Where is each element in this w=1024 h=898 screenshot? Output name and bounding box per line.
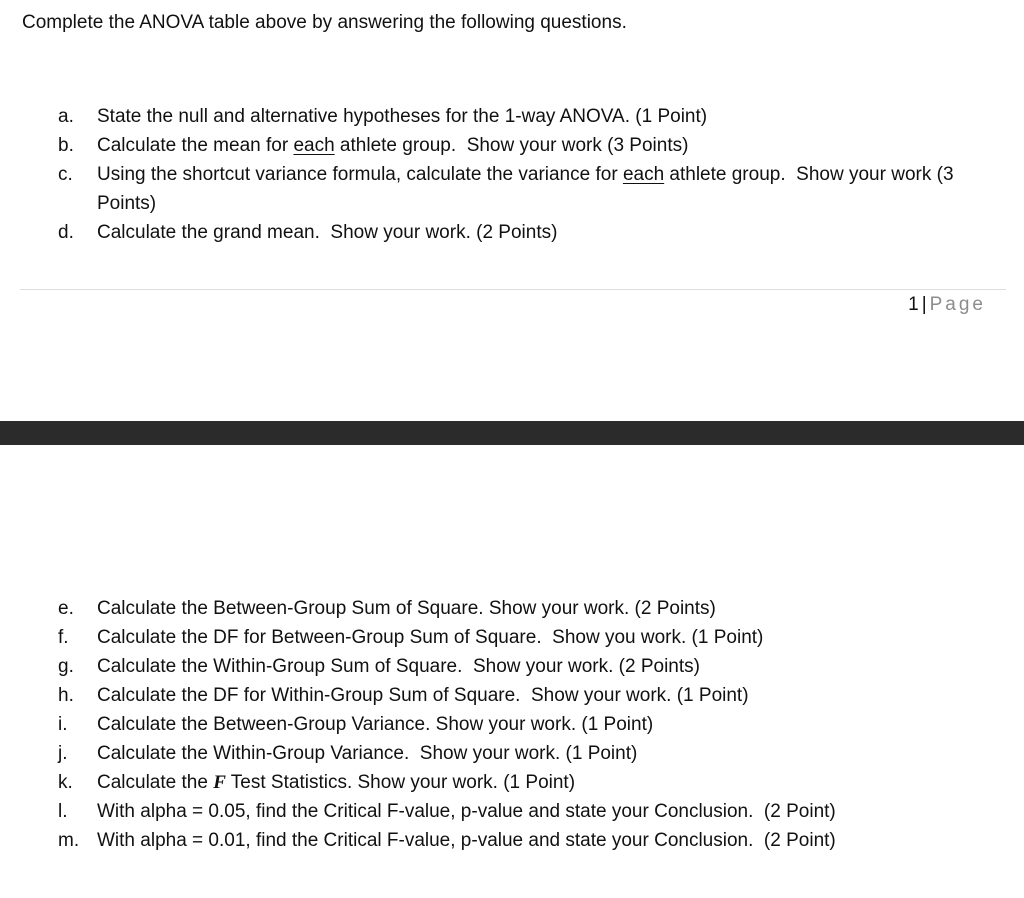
- question-item: [0, 768, 1024, 797]
- question-text: [97, 797, 967, 826]
- emphasized-word: each: [622, 164, 665, 185]
- question-item: [0, 739, 1024, 768]
- question-text-segment: Calculate the mean for: [97, 135, 294, 156]
- question-text-segment: State the null and alternative hypotheses for the 1-way ANOVA. (1 Point): [97, 106, 708, 127]
- question-text-segment: Calculate the Within-Group Sum of Square. Show your work. (2 Points): [97, 656, 700, 677]
- question-text: [97, 160, 967, 218]
- question-text: [97, 652, 967, 681]
- question-item: [0, 710, 1024, 739]
- question-item: [0, 681, 1024, 710]
- question-text-segment: Test Statistics. Show your work. (1 Point): [225, 772, 576, 793]
- question-list-part-2: [0, 594, 1024, 855]
- question-text: [97, 131, 967, 160]
- math-variable: F: [213, 772, 226, 793]
- question-item: [0, 826, 1024, 855]
- page-number-separator: |: [921, 294, 927, 315]
- question-item: [0, 218, 1024, 247]
- question-marker: c.: [58, 164, 73, 185]
- question-marker: e.: [58, 598, 74, 619]
- question-text-segment: Calculate the DF for Between-Group Sum of Square. Show you work. (1 Point): [97, 627, 764, 648]
- question-text: [97, 681, 967, 710]
- question-text-segment: Calculate the: [97, 772, 214, 793]
- document-page-1: [0, 0, 1024, 420]
- question-text: [97, 826, 967, 855]
- page-number-value: 1: [908, 294, 919, 315]
- question-item: [0, 623, 1024, 652]
- question-text: [97, 102, 967, 131]
- question-text: [97, 623, 967, 652]
- question-marker: b.: [58, 135, 74, 156]
- question-text: [97, 710, 967, 739]
- question-item: [0, 131, 1024, 160]
- question-item: [0, 160, 1024, 218]
- question-list-part-1: [0, 102, 1024, 247]
- question-marker: k.: [58, 772, 73, 793]
- question-marker: h.: [58, 685, 74, 706]
- question-text-segment: Calculate the grand mean. Show your work. (2 Points): [97, 222, 558, 243]
- page-number: [908, 293, 986, 317]
- question-text-segment: With alpha = 0.05, find the Critical F-value, p-value and state your Conclusion. (2 Point): [97, 801, 836, 822]
- question-item: [0, 102, 1024, 131]
- page-break-divider: [0, 421, 1024, 445]
- question-text-segment: athlete group. Show your work (3 Points): [334, 135, 689, 156]
- question-marker: d.: [58, 222, 74, 243]
- question-text: [97, 218, 967, 247]
- question-text-segment: Calculate the DF for Within-Group Sum of Square. Show your work. (1 Point): [97, 685, 749, 706]
- question-text-segment: Calculate the Between-Group Sum of Square. Show your work. (2 Points): [97, 598, 716, 619]
- question-marker: m.: [58, 830, 80, 851]
- question-text-segment: Calculate the Between-Group Variance. Show your work. (1 Point): [97, 714, 654, 735]
- question-text-segment: Calculate the Within-Group Variance. Show your work. (1 Point): [97, 743, 638, 764]
- question-text-segment: athlete group. Show your work (3 Points): [97, 164, 959, 214]
- question-text-segment: With alpha = 0.01, find the Critical F-value, p-value and state your Conclusion. (2 Point): [97, 830, 836, 851]
- question-text: [97, 739, 967, 768]
- question-marker: f.: [58, 627, 69, 648]
- question-item: [0, 797, 1024, 826]
- page-number-label: Page: [929, 294, 986, 315]
- question-marker: a.: [58, 106, 74, 127]
- footer-divider: [20, 289, 1006, 290]
- question-marker: i.: [58, 714, 68, 735]
- question-marker: l.: [58, 801, 68, 822]
- question-text: [97, 594, 967, 623]
- question-item: [0, 594, 1024, 623]
- question-item: [0, 652, 1024, 681]
- question-marker: g.: [58, 656, 74, 677]
- emphasized-word: each: [293, 135, 335, 156]
- instructions-text: Complete the ANOVA table above by answering the following questions.: [22, 12, 627, 33]
- question-text-segment: Using the shortcut variance formula, calculate the variance for: [97, 164, 623, 185]
- question-marker: j.: [58, 743, 68, 764]
- question-text: [97, 768, 967, 797]
